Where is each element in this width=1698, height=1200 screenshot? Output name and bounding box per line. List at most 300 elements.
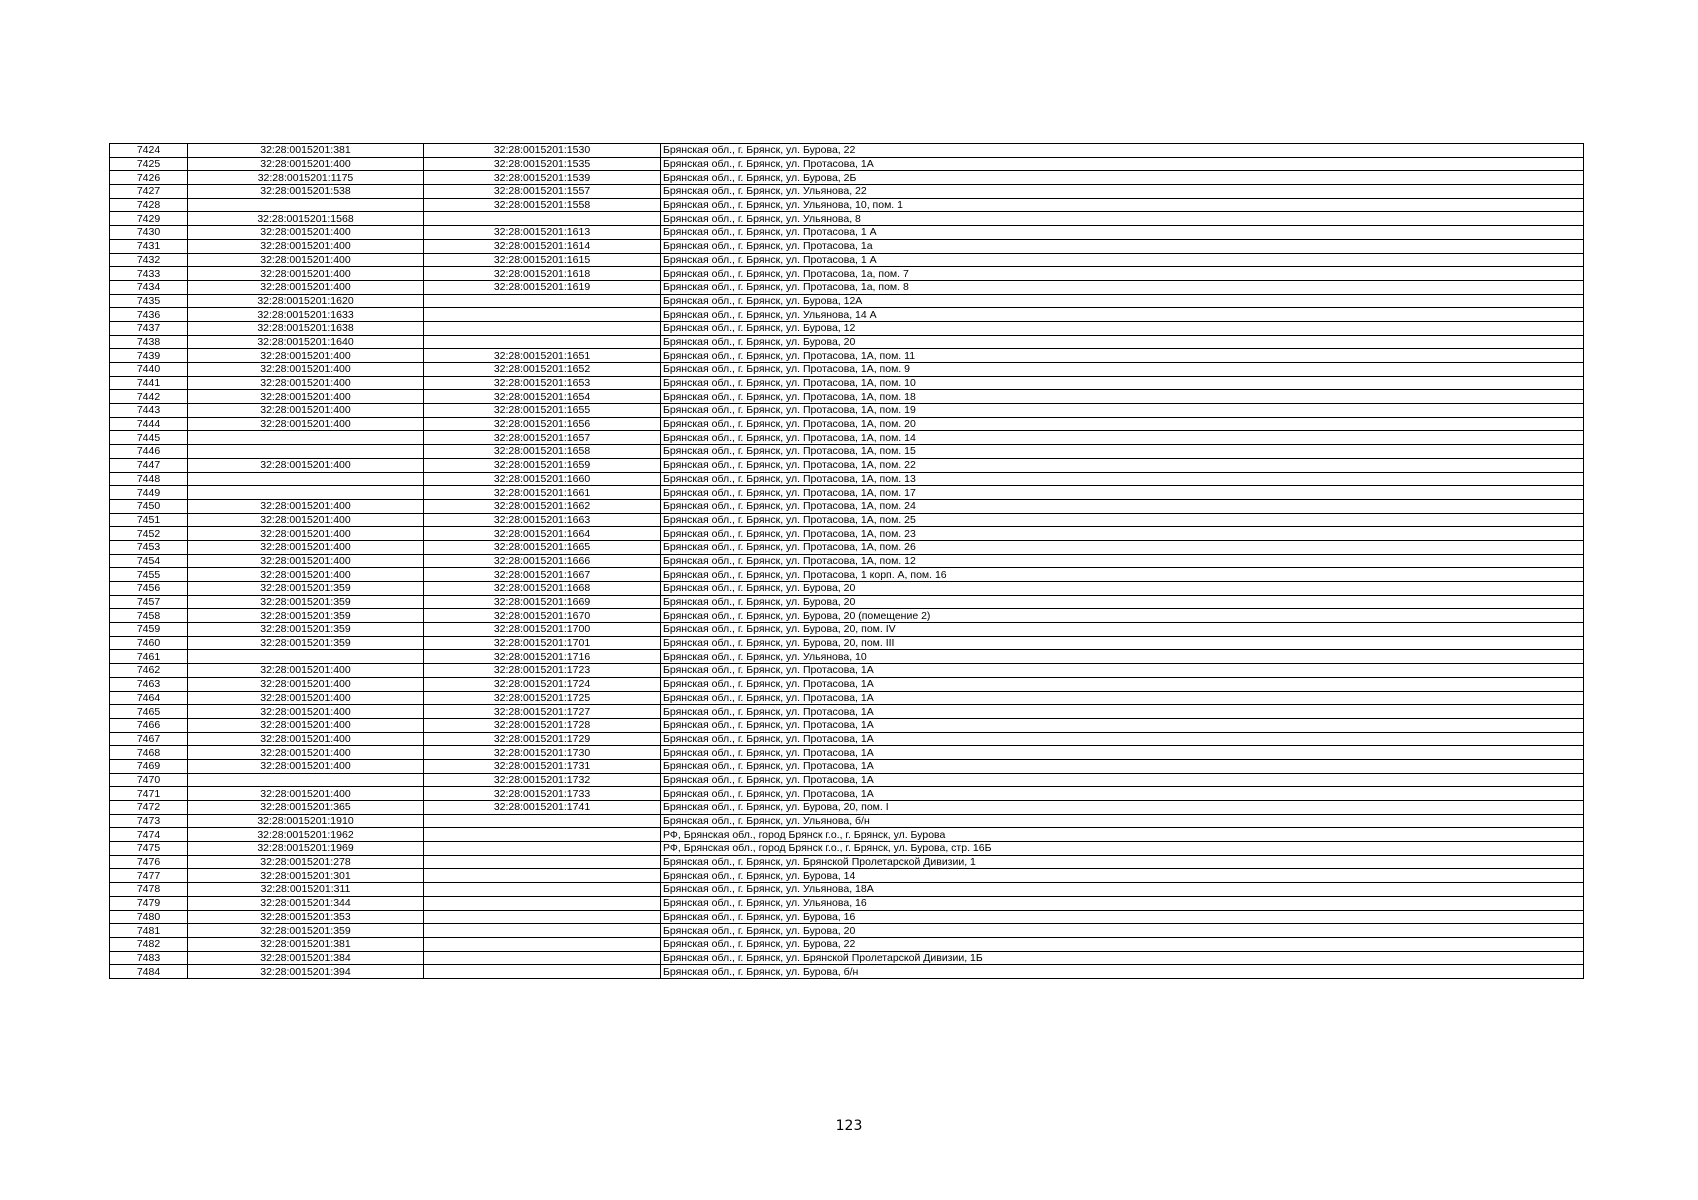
parcel-cadastral-number-cell: 32:28:0015201:400 (188, 349, 424, 363)
parcel-cadastral-number-cell: 32:28:0015201:1640 (188, 335, 424, 349)
row-number-cell: 7483 (110, 951, 188, 965)
object-cadastral-number-cell: 32:28:0015201:1652 (424, 363, 661, 377)
object-cadastral-number-cell: 32:28:0015201:1725 (424, 691, 661, 705)
parcel-cadastral-number-cell: 32:28:0015201:359 (188, 636, 424, 650)
object-cadastral-number-cell: 32:28:0015201:1619 (424, 280, 661, 294)
parcel-cadastral-number-cell: 32:28:0015201:359 (188, 595, 424, 609)
parcel-cadastral-number-cell: 32:28:0015201:400 (188, 390, 424, 404)
row-number-cell: 7438 (110, 335, 188, 349)
address-cell: Брянская обл., г. Брянск, ул. Протасова, 1А, пом. 19 (661, 404, 1584, 418)
parcel-cadastral-number-cell: 32:28:0015201:359 (188, 582, 424, 596)
object-cadastral-number-cell: 32:28:0015201:1662 (424, 499, 661, 513)
object-cadastral-number-cell (424, 869, 661, 883)
table-row (110, 212, 1584, 226)
object-cadastral-number-cell (424, 937, 661, 951)
parcel-cadastral-number-cell (188, 650, 424, 664)
object-cadastral-number-cell (424, 321, 661, 335)
row-number-cell: 7474 (110, 828, 188, 842)
table-row (110, 650, 1584, 664)
row-number-cell: 7465 (110, 705, 188, 719)
table-row (110, 636, 1584, 650)
parcel-cadastral-number-cell: 32:28:0015201:365 (188, 801, 424, 815)
row-number-cell: 7459 (110, 623, 188, 637)
table-row (110, 335, 1584, 349)
object-cadastral-number-cell: 32:28:0015201:1667 (424, 568, 661, 582)
row-number-cell: 7458 (110, 609, 188, 623)
row-number-cell: 7477 (110, 869, 188, 883)
row-number-cell: 7425 (110, 157, 188, 171)
table-row (110, 171, 1584, 185)
object-cadastral-number-cell: 32:28:0015201:1660 (424, 472, 661, 486)
parcel-cadastral-number-cell: 32:28:0015201:400 (188, 267, 424, 281)
address-cell: РФ, Брянская обл., город Брянск г.о., г. Брянск, ул. Бурова (661, 828, 1584, 842)
address-cell: Брянская обл., г. Брянск, ул. Ульянова, 18А (661, 883, 1584, 897)
object-cadastral-number-cell: 32:28:0015201:1701 (424, 636, 661, 650)
address-cell: Брянская обл., г. Брянск, ул. Протасова, 1А (661, 705, 1584, 719)
object-cadastral-number-cell: 32:28:0015201:1666 (424, 554, 661, 568)
parcel-cadastral-number-cell: 32:28:0015201:400 (188, 554, 424, 568)
address-cell: Брянская обл., г. Брянск, ул. Бурова, 16 (661, 910, 1584, 924)
address-cell: Брянская обл., г. Брянск, ул. Ульянова, 14 А (661, 308, 1584, 322)
object-cadastral-number-cell: 32:28:0015201:1655 (424, 404, 661, 418)
parcel-cadastral-number-cell: 32:28:0015201:400 (188, 280, 424, 294)
row-number-cell: 7435 (110, 294, 188, 308)
row-number-cell: 7453 (110, 540, 188, 554)
address-cell: Брянская обл., г. Брянск, ул. Протасова, 1 А (661, 253, 1584, 267)
address-cell: Брянская обл., г. Брянск, ул. Протасова, 1 корп. А, пом. 16 (661, 568, 1584, 582)
object-cadastral-number-cell: 32:28:0015201:1731 (424, 759, 661, 773)
row-number-cell: 7451 (110, 513, 188, 527)
object-cadastral-number-cell (424, 896, 661, 910)
object-cadastral-number-cell: 32:28:0015201:1539 (424, 171, 661, 185)
object-cadastral-number-cell: 32:28:0015201:1728 (424, 718, 661, 732)
address-cell: Брянская обл., г. Брянск, ул. Протасова, 1 А (661, 226, 1584, 240)
row-number-cell: 7452 (110, 527, 188, 541)
table-row (110, 595, 1584, 609)
address-cell: Брянская обл., г. Брянск, ул. Протасова, 1А (661, 664, 1584, 678)
object-cadastral-number-cell: 32:28:0015201:1535 (424, 157, 661, 171)
address-cell: Брянская обл., г. Брянск, ул. Протасова, 1А (661, 691, 1584, 705)
table-row (110, 965, 1584, 979)
object-cadastral-number-cell: 32:28:0015201:1668 (424, 582, 661, 596)
object-cadastral-number-cell: 32:28:0015201:1665 (424, 540, 661, 554)
table-row (110, 253, 1584, 267)
object-cadastral-number-cell (424, 842, 661, 856)
row-number-cell: 7481 (110, 924, 188, 938)
parcel-cadastral-number-cell: 32:28:0015201:400 (188, 239, 424, 253)
parcel-cadastral-number-cell: 32:28:0015201:311 (188, 883, 424, 897)
parcel-cadastral-number-cell: 32:28:0015201:400 (188, 568, 424, 582)
table-row (110, 801, 1584, 815)
table-row (110, 623, 1584, 637)
table-row (110, 267, 1584, 281)
row-number-cell: 7444 (110, 417, 188, 431)
row-number-cell: 7457 (110, 595, 188, 609)
address-cell: Брянская обл., г. Брянск, ул. Протасова, 1А, пом. 10 (661, 376, 1584, 390)
row-number-cell: 7428 (110, 198, 188, 212)
table-row (110, 527, 1584, 541)
object-cadastral-number-cell: 32:28:0015201:1557 (424, 185, 661, 199)
address-cell: Брянская обл., г. Брянск, ул. Протасова, 1А (661, 157, 1584, 171)
address-cell: Брянская обл., г. Брянск, ул. Протасова, 1А, пом. 26 (661, 540, 1584, 554)
parcel-cadastral-number-cell: 32:28:0015201:1633 (188, 308, 424, 322)
address-cell: Брянская обл., г. Брянск, ул. Бурова, 20 (661, 335, 1584, 349)
row-number-cell: 7464 (110, 691, 188, 705)
table-row (110, 308, 1584, 322)
table-row (110, 280, 1584, 294)
parcel-cadastral-number-cell: 32:28:0015201:359 (188, 924, 424, 938)
table-row (110, 896, 1584, 910)
table-row (110, 814, 1584, 828)
parcel-cadastral-number-cell: 32:28:0015201:384 (188, 951, 424, 965)
parcel-cadastral-number-cell: 32:28:0015201:400 (188, 527, 424, 541)
row-number-cell: 7427 (110, 185, 188, 199)
parcel-cadastral-number-cell: 32:28:0015201:278 (188, 855, 424, 869)
address-cell: Брянская обл., г. Брянск, ул. Протасова, 1А (661, 677, 1584, 691)
object-cadastral-number-cell: 32:28:0015201:1615 (424, 253, 661, 267)
address-cell: Брянская обл., г. Брянск, ул. Бурова, 22 (661, 144, 1584, 158)
parcel-cadastral-number-cell: 32:28:0015201:400 (188, 718, 424, 732)
row-number-cell: 7479 (110, 896, 188, 910)
table-row (110, 445, 1584, 459)
address-cell: Брянская обл., г. Брянск, ул. Протасова, 1А, пом. 12 (661, 554, 1584, 568)
row-number-cell: 7426 (110, 171, 188, 185)
parcel-cadastral-number-cell (188, 431, 424, 445)
row-number-cell: 7446 (110, 445, 188, 459)
table-row (110, 677, 1584, 691)
row-number-cell: 7430 (110, 226, 188, 240)
object-cadastral-number-cell (424, 828, 661, 842)
address-cell: Брянская обл., г. Брянск, ул. Ульянова, б/н (661, 814, 1584, 828)
parcel-cadastral-number-cell: 32:28:0015201:1620 (188, 294, 424, 308)
parcel-cadastral-number-cell: 32:28:0015201:359 (188, 609, 424, 623)
object-cadastral-number-cell (424, 212, 661, 226)
parcel-cadastral-number-cell: 32:28:0015201:344 (188, 896, 424, 910)
row-number-cell: 7454 (110, 554, 188, 568)
row-number-cell: 7473 (110, 814, 188, 828)
table-row (110, 198, 1584, 212)
parcel-cadastral-number-cell: 32:28:0015201:400 (188, 417, 424, 431)
table-row (110, 239, 1584, 253)
table-row (110, 185, 1584, 199)
table-row (110, 842, 1584, 856)
parcel-cadastral-number-cell: 32:28:0015201:1910 (188, 814, 424, 828)
row-number-cell: 7472 (110, 801, 188, 815)
object-cadastral-number-cell: 32:28:0015201:1723 (424, 664, 661, 678)
object-cadastral-number-cell: 32:28:0015201:1664 (424, 527, 661, 541)
row-number-cell: 7469 (110, 759, 188, 773)
table-row (110, 294, 1584, 308)
object-cadastral-number-cell: 32:28:0015201:1730 (424, 746, 661, 760)
address-cell: Брянская обл., г. Брянск, ул. Ульянова, 10 (661, 650, 1584, 664)
row-number-cell: 7475 (110, 842, 188, 856)
object-cadastral-number-cell: 32:28:0015201:1618 (424, 267, 661, 281)
parcel-cadastral-number-cell: 32:28:0015201:400 (188, 157, 424, 171)
parcel-cadastral-number-cell: 32:28:0015201:400 (188, 513, 424, 527)
row-number-cell: 7449 (110, 486, 188, 500)
table-row (110, 458, 1584, 472)
address-cell: Брянская обл., г. Брянск, ул. Ульянова, 8 (661, 212, 1584, 226)
registry-table-body (110, 144, 1584, 979)
object-cadastral-number-cell: 32:28:0015201:1661 (424, 486, 661, 500)
object-cadastral-number-cell: 32:28:0015201:1741 (424, 801, 661, 815)
address-cell: Брянская обл., г. Брянск, ул. Ульянова, 10, пом. 1 (661, 198, 1584, 212)
parcel-cadastral-number-cell (188, 486, 424, 500)
object-cadastral-number-cell: 32:28:0015201:1732 (424, 773, 661, 787)
parcel-cadastral-number-cell: 32:28:0015201:381 (188, 144, 424, 158)
row-number-cell: 7450 (110, 499, 188, 513)
object-cadastral-number-cell: 32:28:0015201:1658 (424, 445, 661, 459)
table-row (110, 226, 1584, 240)
address-cell: Брянская обл., г. Брянск, ул. Протасова, 1а, пом. 8 (661, 280, 1584, 294)
table-row (110, 869, 1584, 883)
row-number-cell: 7433 (110, 267, 188, 281)
object-cadastral-number-cell: 32:28:0015201:1653 (424, 376, 661, 390)
table-row (110, 499, 1584, 513)
address-cell: Брянская обл., г. Брянск, ул. Брянской Пролетарской Дивизии, 1Б (661, 951, 1584, 965)
table-row (110, 582, 1584, 596)
address-cell: Брянская обл., г. Брянск, ул. Протасова, 1А, пом. 18 (661, 390, 1584, 404)
table-row (110, 691, 1584, 705)
address-cell: Брянская обл., г. Брянск, ул. Ульянова, 16 (661, 896, 1584, 910)
table-row (110, 540, 1584, 554)
page-number: 123 (835, 1118, 863, 1134)
address-cell: Брянская обл., г. Брянск, ул. Бурова, 20 (помещение 2) (661, 609, 1584, 623)
parcel-cadastral-number-cell: 32:28:0015201:538 (188, 185, 424, 199)
row-number-cell: 7442 (110, 390, 188, 404)
table-row (110, 828, 1584, 842)
address-cell: Брянская обл., г. Брянск, ул. Протасова, 1А, пом. 23 (661, 527, 1584, 541)
parcel-cadastral-number-cell: 32:28:0015201:400 (188, 376, 424, 390)
row-number-cell: 7484 (110, 965, 188, 979)
parcel-cadastral-number-cell: 32:28:0015201:400 (188, 787, 424, 801)
parcel-cadastral-number-cell: 32:28:0015201:400 (188, 691, 424, 705)
parcel-cadastral-number-cell (188, 198, 424, 212)
row-number-cell: 7443 (110, 404, 188, 418)
table-row (110, 787, 1584, 801)
object-cadastral-number-cell: 32:28:0015201:1700 (424, 623, 661, 637)
object-cadastral-number-cell: 32:28:0015201:1657 (424, 431, 661, 445)
object-cadastral-number-cell (424, 814, 661, 828)
address-cell: Брянская обл., г. Брянск, ул. Протасова, 1А, пом. 25 (661, 513, 1584, 527)
object-cadastral-number-cell: 32:28:0015201:1729 (424, 732, 661, 746)
object-cadastral-number-cell (424, 855, 661, 869)
parcel-cadastral-number-cell: 32:28:0015201:400 (188, 705, 424, 719)
table-row (110, 664, 1584, 678)
address-cell: Брянская обл., г. Брянск, ул. Протасова, 1А (661, 759, 1584, 773)
row-number-cell: 7470 (110, 773, 188, 787)
row-number-cell: 7471 (110, 787, 188, 801)
parcel-cadastral-number-cell: 32:28:0015201:353 (188, 910, 424, 924)
object-cadastral-number-cell (424, 910, 661, 924)
address-cell: Брянская обл., г. Брянск, ул. Протасова, 1А, пом. 17 (661, 486, 1584, 500)
address-cell: Брянская обл., г. Брянск, ул. Протасова, 1А (661, 746, 1584, 760)
address-cell: Брянская обл., г. Брянск, ул. Протасова, 1А, пом. 14 (661, 431, 1584, 445)
table-row (110, 773, 1584, 787)
row-number-cell: 7431 (110, 239, 188, 253)
row-number-cell: 7466 (110, 718, 188, 732)
address-cell: Брянская обл., г. Брянск, ул. Бурова, 2Б (661, 171, 1584, 185)
table-row (110, 732, 1584, 746)
object-cadastral-number-cell: 32:28:0015201:1733 (424, 787, 661, 801)
row-number-cell: 7432 (110, 253, 188, 267)
table-row (110, 855, 1584, 869)
row-number-cell: 7424 (110, 144, 188, 158)
registry-table (109, 143, 1584, 979)
table-row (110, 417, 1584, 431)
object-cadastral-number-cell (424, 294, 661, 308)
object-cadastral-number-cell (424, 924, 661, 938)
row-number-cell: 7437 (110, 321, 188, 335)
parcel-cadastral-number-cell: 32:28:0015201:1969 (188, 842, 424, 856)
object-cadastral-number-cell: 32:28:0015201:1614 (424, 239, 661, 253)
address-cell: Брянская обл., г. Брянск, ул. Протасова, 1А (661, 787, 1584, 801)
row-number-cell: 7456 (110, 582, 188, 596)
object-cadastral-number-cell: 32:28:0015201:1670 (424, 609, 661, 623)
parcel-cadastral-number-cell: 32:28:0015201:1568 (188, 212, 424, 226)
object-cadastral-number-cell: 32:28:0015201:1724 (424, 677, 661, 691)
table-row (110, 718, 1584, 732)
table-row (110, 568, 1584, 582)
object-cadastral-number-cell: 32:28:0015201:1530 (424, 144, 661, 158)
row-number-cell: 7482 (110, 937, 188, 951)
object-cadastral-number-cell: 32:28:0015201:1669 (424, 595, 661, 609)
object-cadastral-number-cell: 32:28:0015201:1659 (424, 458, 661, 472)
address-cell: Брянская обл., г. Брянск, ул. Бурова, 20 (661, 595, 1584, 609)
parcel-cadastral-number-cell: 32:28:0015201:1962 (188, 828, 424, 842)
address-cell: Брянская обл., г. Брянск, ул. Протасова, 1а (661, 239, 1584, 253)
address-cell: Брянская обл., г. Брянск, ул. Протасова, 1А, пом. 20 (661, 417, 1584, 431)
row-number-cell: 7429 (110, 212, 188, 226)
row-number-cell: 7445 (110, 431, 188, 445)
parcel-cadastral-number-cell: 32:28:0015201:301 (188, 869, 424, 883)
address-cell: Брянская обл., г. Брянск, ул. Протасова, 1А (661, 773, 1584, 787)
address-cell: Брянская обл., г. Брянск, ул. Бурова, 12 (661, 321, 1584, 335)
parcel-cadastral-number-cell: 32:28:0015201:1175 (188, 171, 424, 185)
table-row (110, 883, 1584, 897)
object-cadastral-number-cell: 32:28:0015201:1727 (424, 705, 661, 719)
address-cell: Брянская обл., г. Брянск, ул. Бурова, 20, пом. IV (661, 623, 1584, 637)
row-number-cell: 7440 (110, 363, 188, 377)
address-cell: Брянская обл., г. Брянск, ул. Бурова, 14 (661, 869, 1584, 883)
row-number-cell: 7436 (110, 308, 188, 322)
object-cadastral-number-cell: 32:28:0015201:1613 (424, 226, 661, 240)
row-number-cell: 7448 (110, 472, 188, 486)
table-row (110, 486, 1584, 500)
row-number-cell: 7441 (110, 376, 188, 390)
parcel-cadastral-number-cell: 32:28:0015201:400 (188, 404, 424, 418)
row-number-cell: 7478 (110, 883, 188, 897)
row-number-cell: 7460 (110, 636, 188, 650)
table-row (110, 431, 1584, 445)
address-cell: Брянская обл., г. Брянск, ул. Протасова, 1А, пом. 9 (661, 363, 1584, 377)
parcel-cadastral-number-cell: 32:28:0015201:400 (188, 732, 424, 746)
table-row (110, 390, 1584, 404)
address-cell: РФ, Брянская обл., город Брянск г.о., г. Брянск, ул. Бурова, стр. 16Б (661, 842, 1584, 856)
table-row (110, 910, 1584, 924)
table-row (110, 924, 1584, 938)
parcel-cadastral-number-cell: 32:28:0015201:400 (188, 664, 424, 678)
parcel-cadastral-number-cell (188, 445, 424, 459)
parcel-cadastral-number-cell: 32:28:0015201:400 (188, 226, 424, 240)
object-cadastral-number-cell: 32:28:0015201:1651 (424, 349, 661, 363)
address-cell: Брянская обл., г. Брянск, ул. Бурова, 20, пом. III (661, 636, 1584, 650)
object-cadastral-number-cell: 32:28:0015201:1558 (424, 198, 661, 212)
table-row (110, 513, 1584, 527)
address-cell: Брянская обл., г. Брянск, ул. Бурова, б/н (661, 965, 1584, 979)
address-cell: Брянская обл., г. Брянск, ул. Бурова, 20, пом. I (661, 801, 1584, 815)
table-row (110, 157, 1584, 171)
row-number-cell: 7468 (110, 746, 188, 760)
address-cell: Брянская обл., г. Брянск, ул. Протасова, 1А, пом. 13 (661, 472, 1584, 486)
row-number-cell: 7439 (110, 349, 188, 363)
parcel-cadastral-number-cell (188, 773, 424, 787)
object-cadastral-number-cell (424, 951, 661, 965)
object-cadastral-number-cell: 32:28:0015201:1656 (424, 417, 661, 431)
row-number-cell: 7463 (110, 677, 188, 691)
parcel-cadastral-number-cell (188, 472, 424, 486)
object-cadastral-number-cell: 32:28:0015201:1663 (424, 513, 661, 527)
table-row (110, 759, 1584, 773)
address-cell: Брянская обл., г. Брянск, ул. Бурова, 20 (661, 582, 1584, 596)
object-cadastral-number-cell: 32:28:0015201:1654 (424, 390, 661, 404)
row-number-cell: 7480 (110, 910, 188, 924)
object-cadastral-number-cell: 32:28:0015201:1716 (424, 650, 661, 664)
table-row (110, 937, 1584, 951)
parcel-cadastral-number-cell: 32:28:0015201:400 (188, 540, 424, 554)
table-row (110, 321, 1584, 335)
table-row (110, 705, 1584, 719)
address-cell: Брянская обл., г. Брянск, ул. Протасова, 1А, пом. 24 (661, 499, 1584, 513)
table-row (110, 746, 1584, 760)
address-cell: Брянская обл., г. Брянск, ул. Ульянова, 22 (661, 185, 1584, 199)
address-cell: Брянская обл., г. Брянск, ул. Протасова, 1А (661, 732, 1584, 746)
parcel-cadastral-number-cell: 32:28:0015201:400 (188, 363, 424, 377)
parcel-cadastral-number-cell: 32:28:0015201:1638 (188, 321, 424, 335)
row-number-cell: 7455 (110, 568, 188, 582)
parcel-cadastral-number-cell: 32:28:0015201:394 (188, 965, 424, 979)
address-cell: Брянская обл., г. Брянск, ул. Протасова, 1а, пом. 7 (661, 267, 1584, 281)
table-row (110, 951, 1584, 965)
row-number-cell: 7467 (110, 732, 188, 746)
table-row (110, 376, 1584, 390)
address-cell: Брянская обл., г. Брянск, ул. Брянской Пролетарской Дивизии, 1 (661, 855, 1584, 869)
object-cadastral-number-cell (424, 335, 661, 349)
table-row (110, 349, 1584, 363)
address-cell: Брянская обл., г. Брянск, ул. Бурова, 22 (661, 937, 1584, 951)
row-number-cell: 7461 (110, 650, 188, 664)
table-row (110, 404, 1584, 418)
parcel-cadastral-number-cell: 32:28:0015201:400 (188, 746, 424, 760)
table-row (110, 472, 1584, 486)
row-number-cell: 7476 (110, 855, 188, 869)
row-number-cell: 7447 (110, 458, 188, 472)
address-cell: Брянская обл., г. Брянск, ул. Бурова, 12А (661, 294, 1584, 308)
parcel-cadastral-number-cell: 32:28:0015201:400 (188, 253, 424, 267)
parcel-cadastral-number-cell: 32:28:0015201:400 (188, 499, 424, 513)
address-cell: Брянская обл., г. Брянск, ул. Протасова, 1А, пом. 11 (661, 349, 1584, 363)
parcel-cadastral-number-cell: 32:28:0015201:381 (188, 937, 424, 951)
table-row (110, 363, 1584, 377)
row-number-cell: 7434 (110, 280, 188, 294)
table-row (110, 144, 1584, 158)
object-cadastral-number-cell (424, 965, 661, 979)
address-cell: Брянская обл., г. Брянск, ул. Протасова, 1А, пом. 22 (661, 458, 1584, 472)
row-number-cell: 7462 (110, 664, 188, 678)
object-cadastral-number-cell (424, 883, 661, 897)
parcel-cadastral-number-cell: 32:28:0015201:400 (188, 458, 424, 472)
address-cell: Брянская обл., г. Брянск, ул. Протасова, 1А (661, 718, 1584, 732)
